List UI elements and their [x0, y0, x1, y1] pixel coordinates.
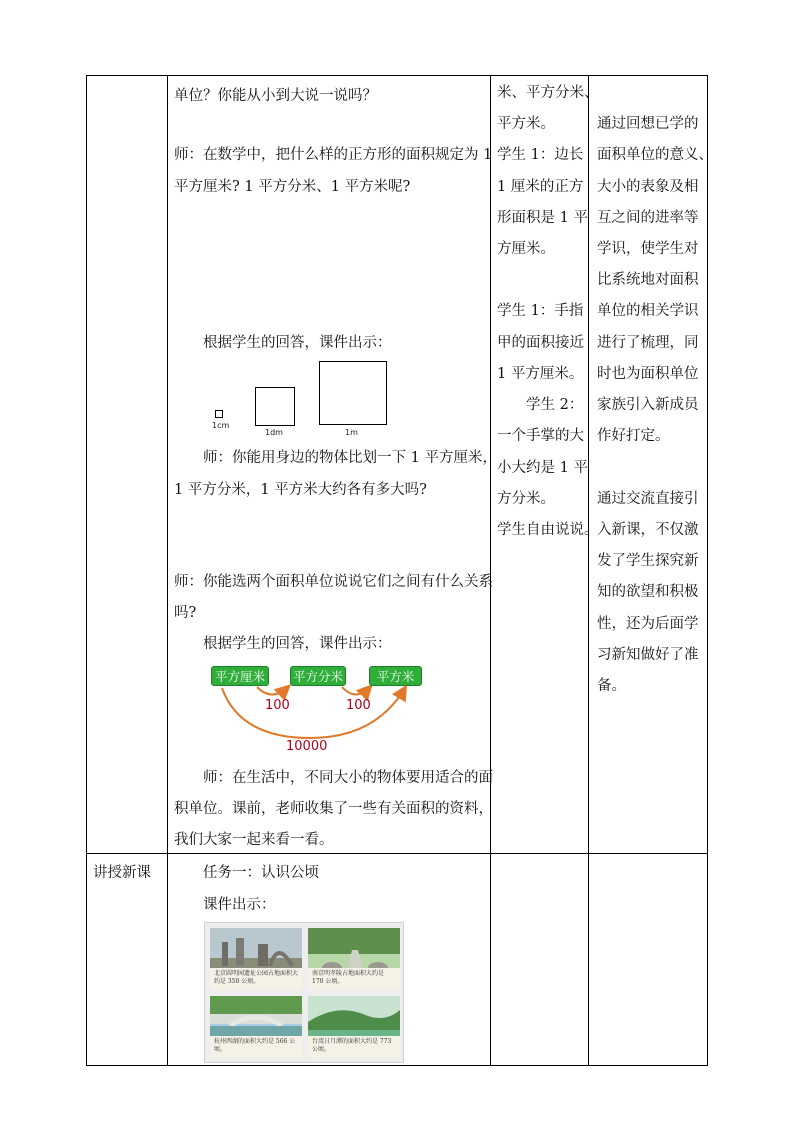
intent-text-line: 入新课，不仅激: [597, 522, 699, 538]
student-text-line: 甲的面积接近: [497, 335, 584, 351]
photo-yuanmingyuan: [210, 928, 302, 990]
courseware-label: 课件出示：: [203, 897, 276, 913]
square-1cm: [215, 410, 223, 418]
table-border-row-divider: [86, 853, 708, 854]
intent-text-line: 进行了梳理，同: [597, 335, 699, 351]
photo-caption: 北京圆明园遗址公园占地面积大约是 350 公顷。: [210, 968, 302, 990]
student-text-line: 1 厘米的正方: [497, 179, 584, 195]
teacher-text-line: 平方厘米? 1 平方分米、1 平方米呢?: [174, 179, 411, 195]
table-border-top: [86, 75, 708, 76]
intent-text-line: 知的欲望和积极: [597, 584, 699, 600]
unit-pill-square-m: 平方米: [369, 666, 422, 686]
square-1dm: [255, 387, 295, 426]
student-text-line: 学生自由说说。: [497, 522, 599, 538]
student-text-line: 方分米。: [497, 491, 555, 507]
student-text-line: 方厘米。: [497, 241, 555, 257]
arrow-small-1: [257, 687, 288, 695]
teacher-text-line: 根据学生的回答，课件出示：: [203, 636, 392, 652]
rate-label: 100: [265, 698, 290, 713]
intent-text-line: 通过交流直接引: [597, 491, 699, 507]
photo-sun-moon-lake: [308, 996, 400, 1058]
total-rate-label: 10000: [286, 739, 328, 754]
teacher-text-line: 师：你能用身边的物体比划一下 1 平方厘米，: [203, 450, 497, 466]
table-col-divider-1: [167, 75, 168, 1066]
student-text-line: 一个手掌的大: [497, 428, 584, 444]
teacher-text-line: 单位？你能从小到大说一说吗？: [174, 88, 377, 104]
table-border-left: [86, 75, 87, 1066]
photo-caption: 南京明孝陵占地面积大约是 170 公顷。: [308, 968, 400, 990]
photo-collage: [204, 922, 404, 1063]
table-border-right: [707, 75, 708, 1066]
rate-label: 100: [346, 698, 371, 713]
photo-west-lake: [210, 996, 302, 1058]
intent-text-line: 大小的表象及相: [597, 179, 699, 195]
intent-text-line: 面积单位的意义、: [597, 147, 713, 163]
square-label: 1m: [345, 428, 358, 437]
arrow-small-2: [342, 687, 370, 695]
teacher-text-line: 吗?: [174, 605, 197, 621]
arrow-large: [222, 688, 405, 738]
intent-text-line: 单位的相关学识: [597, 303, 699, 319]
square-label: 1cm: [212, 421, 230, 430]
intent-text-line: 通过回想已学的: [597, 116, 699, 132]
unit-pill-square-cm: 平方厘米: [211, 666, 269, 686]
photo-caption: 台湾日月潭的面积大约是 773 公顷。: [308, 1036, 400, 1058]
student-text-line: 学生 2：: [526, 397, 584, 413]
student-text-line: 小大约是 1 平: [497, 460, 588, 476]
teacher-text-line: 根据学生的回答，课件出示：: [203, 335, 392, 351]
student-text-line: 形面积是 1 平: [497, 210, 588, 226]
intent-text-line: 备。: [597, 678, 626, 694]
photo-mingxiaoling: [308, 928, 400, 990]
intent-text-line: 作好打定。: [597, 428, 670, 444]
section-label: 讲授新课: [93, 865, 151, 881]
photo-caption: 杭州西湖的面积大约是 566 公顷。: [210, 1036, 302, 1058]
student-text-line: 学生 1：手指: [497, 303, 584, 319]
teacher-text-line: 我们大家一起来看一看。: [174, 832, 334, 848]
student-text-line: 平方米。: [497, 116, 555, 132]
student-text-line: 1 平方厘米。: [497, 366, 584, 382]
unit-pill-square-dm: 平方分米: [290, 666, 346, 686]
student-text-line: 米、平方分米、: [497, 85, 599, 101]
table-col-divider-3: [588, 75, 589, 1066]
teacher-text-line: 1 平方分米，1 平方米大约各有多大吗?: [174, 482, 427, 498]
teacher-text-line: 师：你能选两个面积单位说说它们之间有什么关系: [174, 574, 493, 590]
intent-text-line: 互之间的进率等: [597, 210, 699, 226]
intent-text-line: 学识，使学生对: [597, 241, 699, 257]
intent-text-line: 习新知做好了准: [597, 647, 699, 663]
intent-text-line: 比系统地对面积: [597, 272, 699, 288]
teacher-text-line: 积单位。课前，老师收集了一些有关面积的资料，: [174, 801, 493, 817]
square-label: 1dm: [265, 428, 283, 437]
intent-text-line: 性，还为后面学: [597, 616, 699, 632]
square-1m: [319, 361, 387, 425]
table-col-divider-2: [490, 75, 491, 1066]
task-title: 任务一：认识公顷: [203, 865, 319, 881]
intent-text-line: 时也为面积单位: [597, 366, 699, 382]
table-border-bottom: [86, 1065, 708, 1066]
student-text-line: 学生 1：边长: [497, 147, 584, 163]
teacher-text-line: 师：在数学中，把什么样的正方形的面积规定为 1: [174, 147, 493, 163]
intent-text-line: 发了学生探究新: [597, 553, 699, 569]
intent-text-line: 家族引入新成员: [597, 397, 699, 413]
teacher-text-line: 师：在生活中，不同大小的物体要用适合的面: [203, 770, 493, 786]
